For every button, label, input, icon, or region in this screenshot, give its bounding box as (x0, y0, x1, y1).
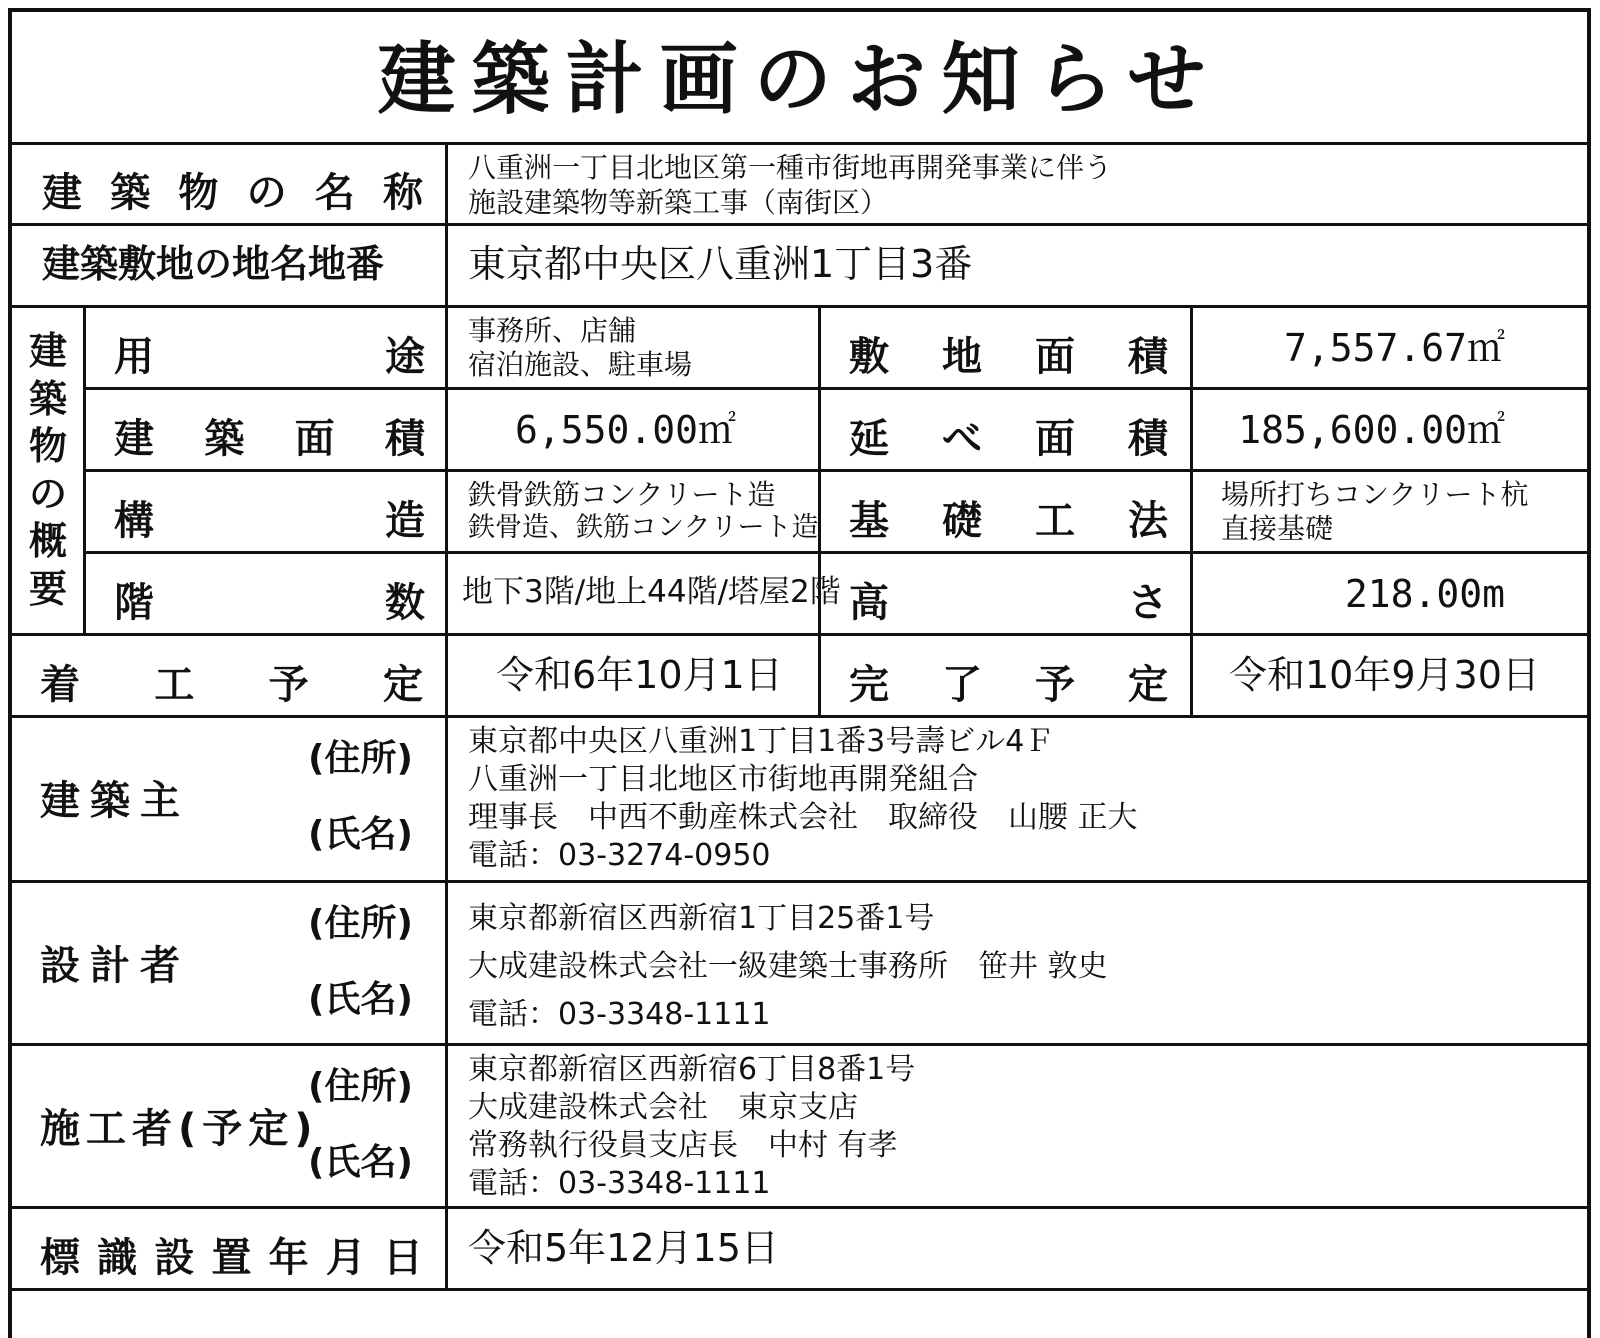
designer-line-2: 大成建設株式会社一級建築士事務所 笹井 敦史 (468, 949, 1108, 984)
overview-label-cell (12, 308, 86, 636)
label-char: 築 (28, 376, 67, 421)
label-char: の (28, 471, 67, 516)
total-area-value-cell (1193, 390, 1587, 472)
contractor-label-cell (12, 1046, 448, 1209)
designer-line-3: 電話：03-3348-1111 (468, 997, 771, 1032)
complete-label-cell (821, 636, 1193, 718)
sign-date-label (40, 1226, 423, 1283)
label-char: 工 (1035, 498, 1075, 544)
label-char: 定 (1128, 662, 1168, 708)
designer-address-tag: (住所) (308, 903, 413, 944)
label-char: 識 (97, 1235, 138, 1281)
designer-name-tag: (氏名) (308, 979, 413, 1020)
building-name-line-2: 施設建築物等新築工事（南街区） (468, 186, 889, 219)
building-area-value: 6,550.00㎡ (514, 408, 736, 452)
label-char: 完 (849, 662, 889, 708)
contractor-label: 施工者(予定) (40, 1106, 319, 1152)
start-value-cell (448, 636, 821, 718)
site-area-label (849, 325, 1168, 382)
building-area-label-cell (86, 390, 448, 472)
site-label: 建築敷地の地名地番 (42, 242, 385, 286)
label-char: 礎 (942, 498, 982, 544)
use-value-cell (448, 308, 821, 390)
notice-board (8, 8, 1591, 1338)
label-char: 積 (384, 416, 425, 462)
label-char: 法 (1128, 498, 1168, 544)
owner-address-tag: (住所) (308, 738, 413, 779)
label-char: 構 (114, 498, 154, 544)
complete-label (849, 653, 1168, 710)
structure-label-cell (86, 472, 448, 554)
total-area-label-cell (821, 390, 1193, 472)
label-char: 着 (40, 662, 80, 708)
site-area-label-cell (821, 308, 1193, 390)
owner-label: 建築主 (40, 778, 190, 824)
contractor-line-1: 東京都新宿区西新宿6丁目8番1号 (468, 1052, 916, 1087)
start-label (40, 653, 423, 710)
site-area-value: 7,557.67㎡ (1283, 326, 1505, 370)
title-row (12, 12, 1587, 145)
label-char: 了 (942, 662, 982, 708)
height-label (849, 571, 1168, 628)
label-char: 工 (154, 662, 195, 708)
contractor-name-tag: (氏名) (308, 1142, 413, 1183)
building-area-label (114, 407, 425, 464)
label-char: 用 (114, 334, 154, 380)
owner-line-1: 東京都中央区八重洲1丁目1番3号壽ビル4Ｆ (468, 724, 1055, 759)
foundation-label (849, 489, 1168, 546)
designer-value-cell (448, 883, 1587, 1046)
label-char: 物 (28, 424, 67, 468)
owner-name-tag: (氏名) (308, 814, 413, 855)
building-name-label (42, 161, 423, 218)
name-label-cell (12, 145, 448, 226)
site-label-cell (12, 226, 448, 308)
contractor-line-4: 電話：03-3348-1111 (468, 1166, 771, 1201)
site-value-cell (448, 226, 1587, 308)
label-char: 地 (942, 334, 982, 380)
label-char: 定 (382, 662, 423, 708)
contractor-value-cell (448, 1046, 1587, 1209)
foundation-label-cell (821, 472, 1193, 554)
use-label-cell (86, 308, 448, 390)
label-char: 建 (42, 170, 82, 216)
structure-value-line-2: 鉄骨造、鉄筋コンクリート造 (468, 512, 819, 543)
label-char: 標 (40, 1235, 80, 1281)
label-char: 日 (382, 1235, 423, 1281)
use-value-line-1: 事務所、店舗 (468, 314, 637, 347)
label-char: 延 (849, 416, 889, 462)
label-char: べ (942, 416, 982, 462)
label-char: 途 (385, 334, 425, 380)
owner-line-4: 電話：03-3274-0950 (468, 838, 771, 873)
floors-label-cell (86, 554, 448, 636)
label-char: 築 (110, 170, 151, 216)
label-char: 概 (28, 519, 67, 563)
designer-label: 設計者 (40, 943, 190, 989)
label-char: 面 (1035, 334, 1075, 380)
floors-label (114, 571, 425, 628)
foundation-value-line-2: 直接基礎 (1221, 512, 1334, 545)
structure-label (114, 489, 425, 546)
designer-line-1: 東京都新宿区西新宿1丁目25番1号 (468, 901, 935, 936)
label-char: 数 (385, 580, 425, 626)
height-value: 218.00m (1344, 572, 1505, 616)
start-label-cell (12, 636, 448, 718)
owner-line-2: 八重洲一丁目北地区市街地再開発組合 (468, 762, 978, 797)
label-char: 予 (1035, 662, 1075, 708)
label-char: 積 (1128, 334, 1168, 380)
label-char: 物 (178, 170, 219, 216)
height-value-cell (1193, 554, 1587, 636)
label-char: 年 (268, 1235, 309, 1281)
label-char: 造 (385, 498, 425, 544)
complete-value-cell (1193, 636, 1587, 718)
building-name-line-1: 八重洲一丁目北地区第一種市街地再開発事業に伴う (468, 151, 1113, 184)
label-char: 面 (294, 416, 335, 462)
sign-date-value-cell (448, 1209, 1587, 1291)
label-char: 面 (1035, 416, 1075, 462)
owner-value-cell (448, 718, 1587, 883)
designer-label-cell (12, 883, 448, 1046)
owner-label-cell (12, 718, 448, 883)
label-char: 積 (1128, 416, 1168, 462)
label-char: 予 (268, 662, 309, 708)
label-char: 築 (204, 416, 245, 462)
sign-date-label-cell (12, 1209, 448, 1291)
height-label-cell (821, 554, 1193, 636)
label-char: 称 (382, 170, 423, 216)
owner-line-3: 理事長 中西不動産株式会社 取締役 山腰 正大 (468, 800, 1138, 835)
floors-value: 地下3階/地上44階/塔屋2階 (462, 574, 841, 610)
contractor-address-tag: (住所) (308, 1066, 413, 1107)
label-char: の (246, 170, 287, 216)
total-area-label (849, 407, 1168, 464)
label-char: 敷 (849, 334, 889, 380)
building-area-value-cell (448, 390, 821, 472)
structure-value-cell (448, 472, 821, 554)
complete-date: 令和10年9月30日 (1229, 653, 1540, 697)
contractor-line-2: 大成建設株式会社 東京支店 (468, 1090, 858, 1125)
label-char: 置 (211, 1235, 252, 1281)
structure-value-line-1: 鉄骨鉄筋コンクリート造 (468, 478, 776, 511)
contractor-line-3: 常務執行役員支店長 中村 有孝 (468, 1128, 898, 1163)
floors-value-cell (448, 554, 841, 636)
foundation-value-cell (1193, 472, 1587, 554)
label-char: 設 (154, 1235, 195, 1281)
total-area-value: 185,600.00㎡ (1238, 408, 1505, 452)
sign-date: 令和5年12月15日 (468, 1226, 779, 1270)
site-area-value-cell (1193, 308, 1587, 390)
label-char: 階 (114, 580, 154, 626)
label-char: 建 (28, 329, 67, 373)
label-char: 要 (28, 566, 67, 611)
use-value-line-2: 宿泊施設、駐車場 (468, 348, 693, 381)
site-address: 東京都中央区八重洲1丁目3番 (468, 242, 973, 286)
label-char: 月 (325, 1235, 366, 1281)
label-char: 高 (849, 580, 889, 626)
start-date: 令和6年10月1日 (496, 653, 783, 697)
foundation-value-line-1: 場所打ちコンクリート杭 (1221, 478, 1529, 511)
label-char: 基 (849, 498, 889, 544)
page-title: 建築計画のお知らせ (377, 35, 1222, 125)
use-label (114, 325, 425, 382)
name-value-cell (448, 145, 1587, 226)
overview-label (24, 328, 72, 613)
label-char: 建 (114, 416, 154, 462)
label-char: 名 (314, 170, 355, 216)
label-char: さ (1128, 580, 1168, 626)
